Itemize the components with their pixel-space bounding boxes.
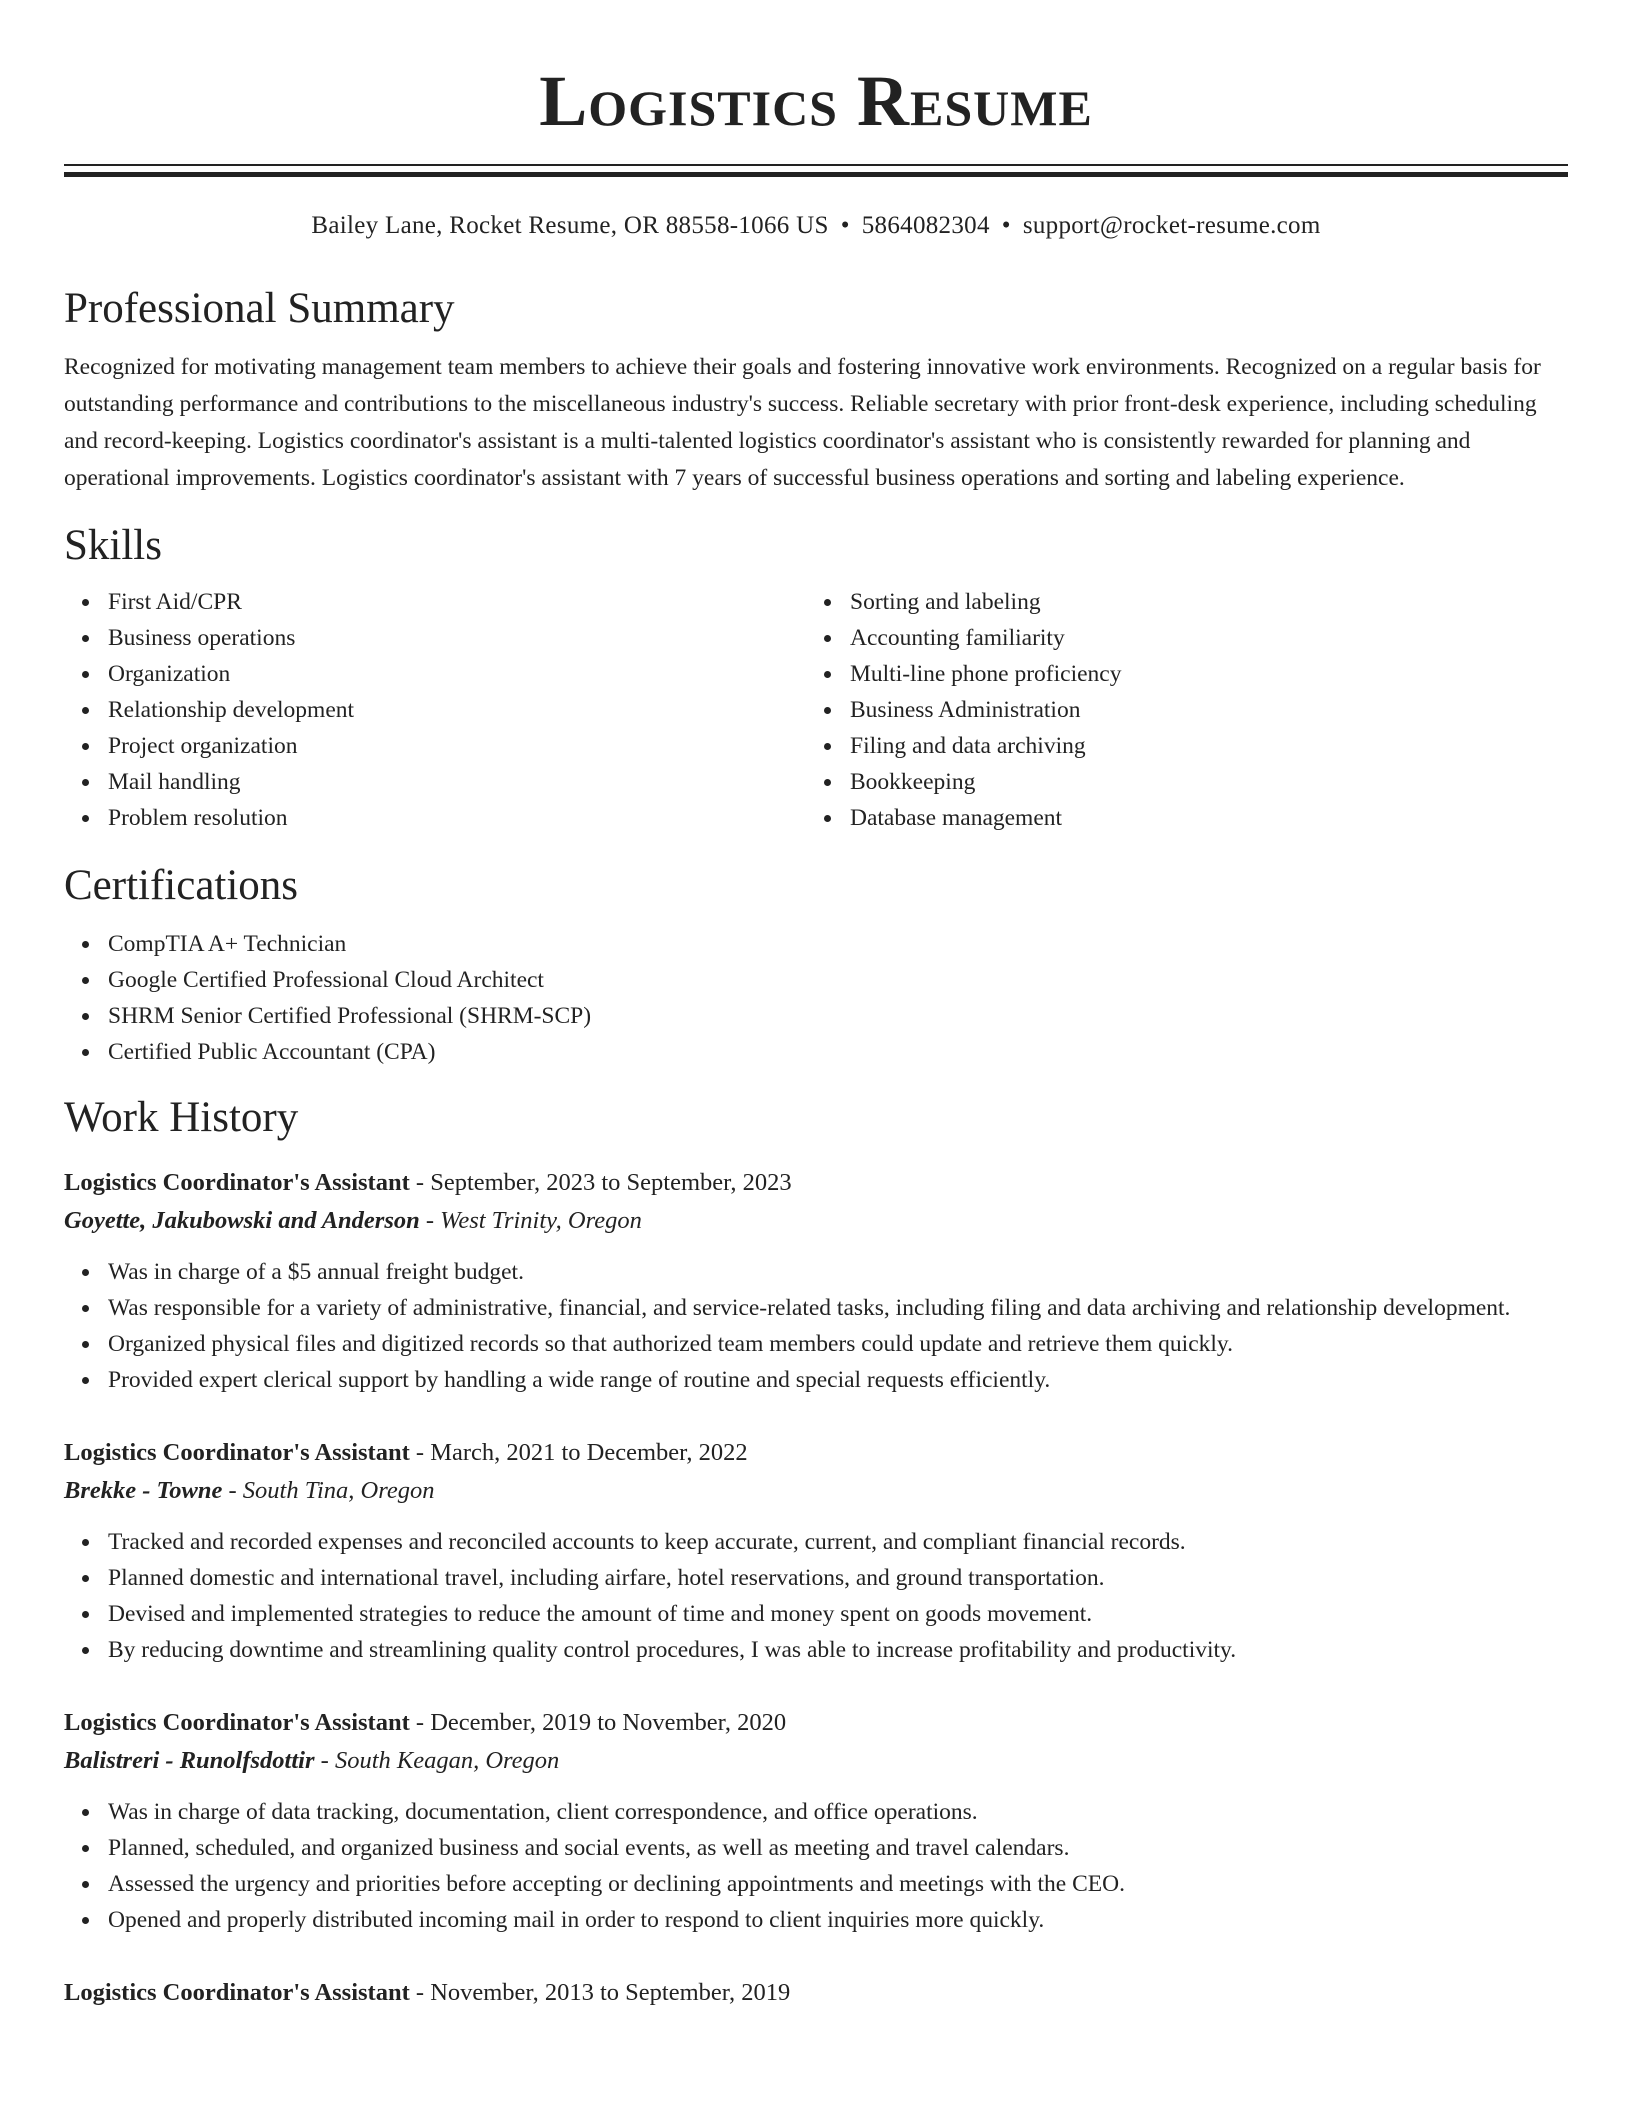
certification-item: SHRM Senior Certified Professional (SHRM-SCP): [108, 998, 1568, 1034]
skill-item: Business operations: [108, 620, 806, 656]
job-employer: [64, 1472, 1568, 1510]
title-divider-thick: [64, 172, 1568, 177]
certification-item: Google Certified Professional Cloud Architect: [108, 962, 1568, 998]
skill-item: Filing and data archiving: [850, 728, 1548, 764]
job-bullet: Tracked and recorded expenses and reconciled accounts to keep accurate, current, and compliant financial records.: [108, 1524, 1568, 1560]
job-bullet: Devised and implemented strategies to reduce the amount of time and money spent on goods movement.: [108, 1596, 1568, 1632]
skill-item: Problem resolution: [108, 800, 806, 836]
job-title: Logistics Coordinator's Assistant: [64, 1169, 410, 1196]
certification-item: CompTIA A+ Technician: [108, 926, 1568, 962]
summary-heading: Professional Summary: [64, 285, 455, 332]
title-divider-thin: [64, 164, 1568, 166]
work-history-section: [64, 1092, 1568, 2012]
job-entry: [64, 1164, 1568, 1398]
skills-column-right: [806, 584, 1548, 836]
job-bullets: [64, 1794, 1568, 1938]
job-entry: [64, 1704, 1568, 1938]
skills-list-right: [806, 584, 1548, 836]
job-bullets: [64, 1524, 1568, 1668]
job-location: West Trinity, Oregon: [440, 1207, 642, 1234]
job-title: Logistics Coordinator's Assistant: [64, 1709, 410, 1736]
certifications-section: [64, 860, 1568, 1070]
job-location: South Tina, Oregon: [242, 1477, 435, 1504]
contact-email: support@rocket-resume.com: [1022, 212, 1321, 239]
skill-item: Organization: [108, 656, 806, 692]
job-company: Balistreri - Runolfsdottir: [64, 1747, 315, 1774]
skill-item: Relationship development: [108, 692, 806, 728]
job-dates: December, 2019 to November, 2020: [430, 1709, 787, 1736]
job-company: Brekke - Towne: [64, 1477, 223, 1504]
job-bullet: Provided expert clerical support by handling a wide range of routine and special requests efficiently.: [108, 1362, 1568, 1398]
job-bullet: Organized physical files and digitized records so that authorized team members could update and retrieve them quickly.: [108, 1326, 1568, 1362]
summary-section: [64, 283, 1568, 497]
contact-separator: •: [1001, 212, 1011, 239]
job-dash: -: [222, 1477, 243, 1504]
job-dash: -: [409, 1169, 431, 1196]
skills-list-left: [64, 584, 806, 836]
job-bullet: By reducing downtime and streamlining quality control procedures, I was able to increase profitability and productivity.: [108, 1632, 1568, 1668]
job-employer: [64, 1742, 1568, 1780]
contact-line: [64, 211, 1568, 241]
skill-item: First Aid/CPR: [108, 584, 806, 620]
skills-heading: Skills: [64, 522, 162, 569]
skill-item: Business Administration: [850, 692, 1548, 728]
job-bullet: Opened and properly distributed incoming mail in order to respond to client inquiries more quickly.: [108, 1902, 1568, 1938]
job-dash: -: [409, 1979, 431, 2006]
contact-phone: 5864082304: [861, 212, 990, 239]
skill-item: Multi-line phone proficiency: [850, 656, 1548, 692]
job-dates: March, 2021 to December, 2022: [430, 1439, 748, 1466]
job-employer: [64, 1202, 1568, 1240]
contact-address: Bailey Lane, Rocket Resume, OR 88558-1066 US: [311, 212, 829, 239]
job-title: Logistics Coordinator's Assistant: [64, 1979, 410, 2006]
job-header: [64, 1974, 1568, 2012]
skill-item: Sorting and labeling: [850, 584, 1548, 620]
job-bullet: Was in charge of a $5 annual freight budget.: [108, 1254, 1568, 1290]
summary-text: Recognized for motivating management team members to achieve their goals and fostering innovative work environments. Recognized on a regular basis for outstanding performance and contributions to the miscellaneous industry's success. Reliable secretary with prior front-desk experience, including scheduling and record-keeping. Logistics coordinator's assistant is a multi-talented logistics coordinator's assistant who is consistently rewarded for planning and operational improvements. Logistics coordinator's assistant with 7 years of successful business operations and sorting and labeling experience.: [64, 354, 1541, 491]
job-header: [64, 1164, 1568, 1202]
skill-item: Database management: [850, 800, 1548, 836]
job-bullet: Planned, scheduled, and organized business and social events, as well as meeting and travel calendars.: [108, 1830, 1568, 1866]
job-dash: -: [409, 1439, 431, 1466]
job-location: South Keagan, Oregon: [334, 1747, 560, 1774]
job-entry: [64, 1974, 1568, 2012]
skills-section: [64, 520, 1568, 836]
job-bullet: Was in charge of data tracking, documentation, client correspondence, and office operations.: [108, 1794, 1568, 1830]
skill-item: Mail handling: [108, 764, 806, 800]
skills-column-left: [64, 584, 806, 836]
certifications-list: [64, 926, 1568, 1070]
job-title: Logistics Coordinator's Assistant: [64, 1439, 410, 1466]
job-dash: -: [409, 1709, 431, 1736]
job-company: Goyette, Jakubowski and Anderson: [64, 1207, 420, 1234]
skills-columns: [64, 584, 1568, 836]
work-history-heading: Work History: [64, 1094, 299, 1141]
skill-item: Bookkeeping: [850, 764, 1548, 800]
skill-item: Accounting familiarity: [850, 620, 1548, 656]
job-header: [64, 1434, 1568, 1472]
job-bullet: Planned domestic and international travel, including airfare, hotel reservations, and ground transportation.: [108, 1560, 1568, 1596]
job-dash: -: [419, 1207, 441, 1234]
job-bullet: Assessed the urgency and priorities before accepting or declining appointments and meetings with the CEO.: [108, 1866, 1568, 1902]
job-dash: -: [314, 1747, 335, 1774]
job-entry: [64, 1434, 1568, 1668]
certification-item: Certified Public Accountant (CPA): [108, 1034, 1568, 1070]
resume-page: [64, 0, 1568, 2012]
contact-separator: •: [840, 212, 850, 239]
skill-item: Project organization: [108, 728, 806, 764]
job-dates: November, 2013 to September, 2019: [430, 1979, 791, 2006]
job-header: [64, 1704, 1568, 1742]
certifications-heading: Certifications: [64, 862, 299, 909]
resume-title: Logistics Resume: [539, 61, 1093, 141]
job-dates: September, 2023 to September, 2023: [430, 1169, 792, 1196]
job-bullets: [64, 1254, 1568, 1398]
job-bullet: Was responsible for a variety of administrative, financial, and service-related tasks, including filing and data archiving and relationship development.: [108, 1290, 1568, 1326]
